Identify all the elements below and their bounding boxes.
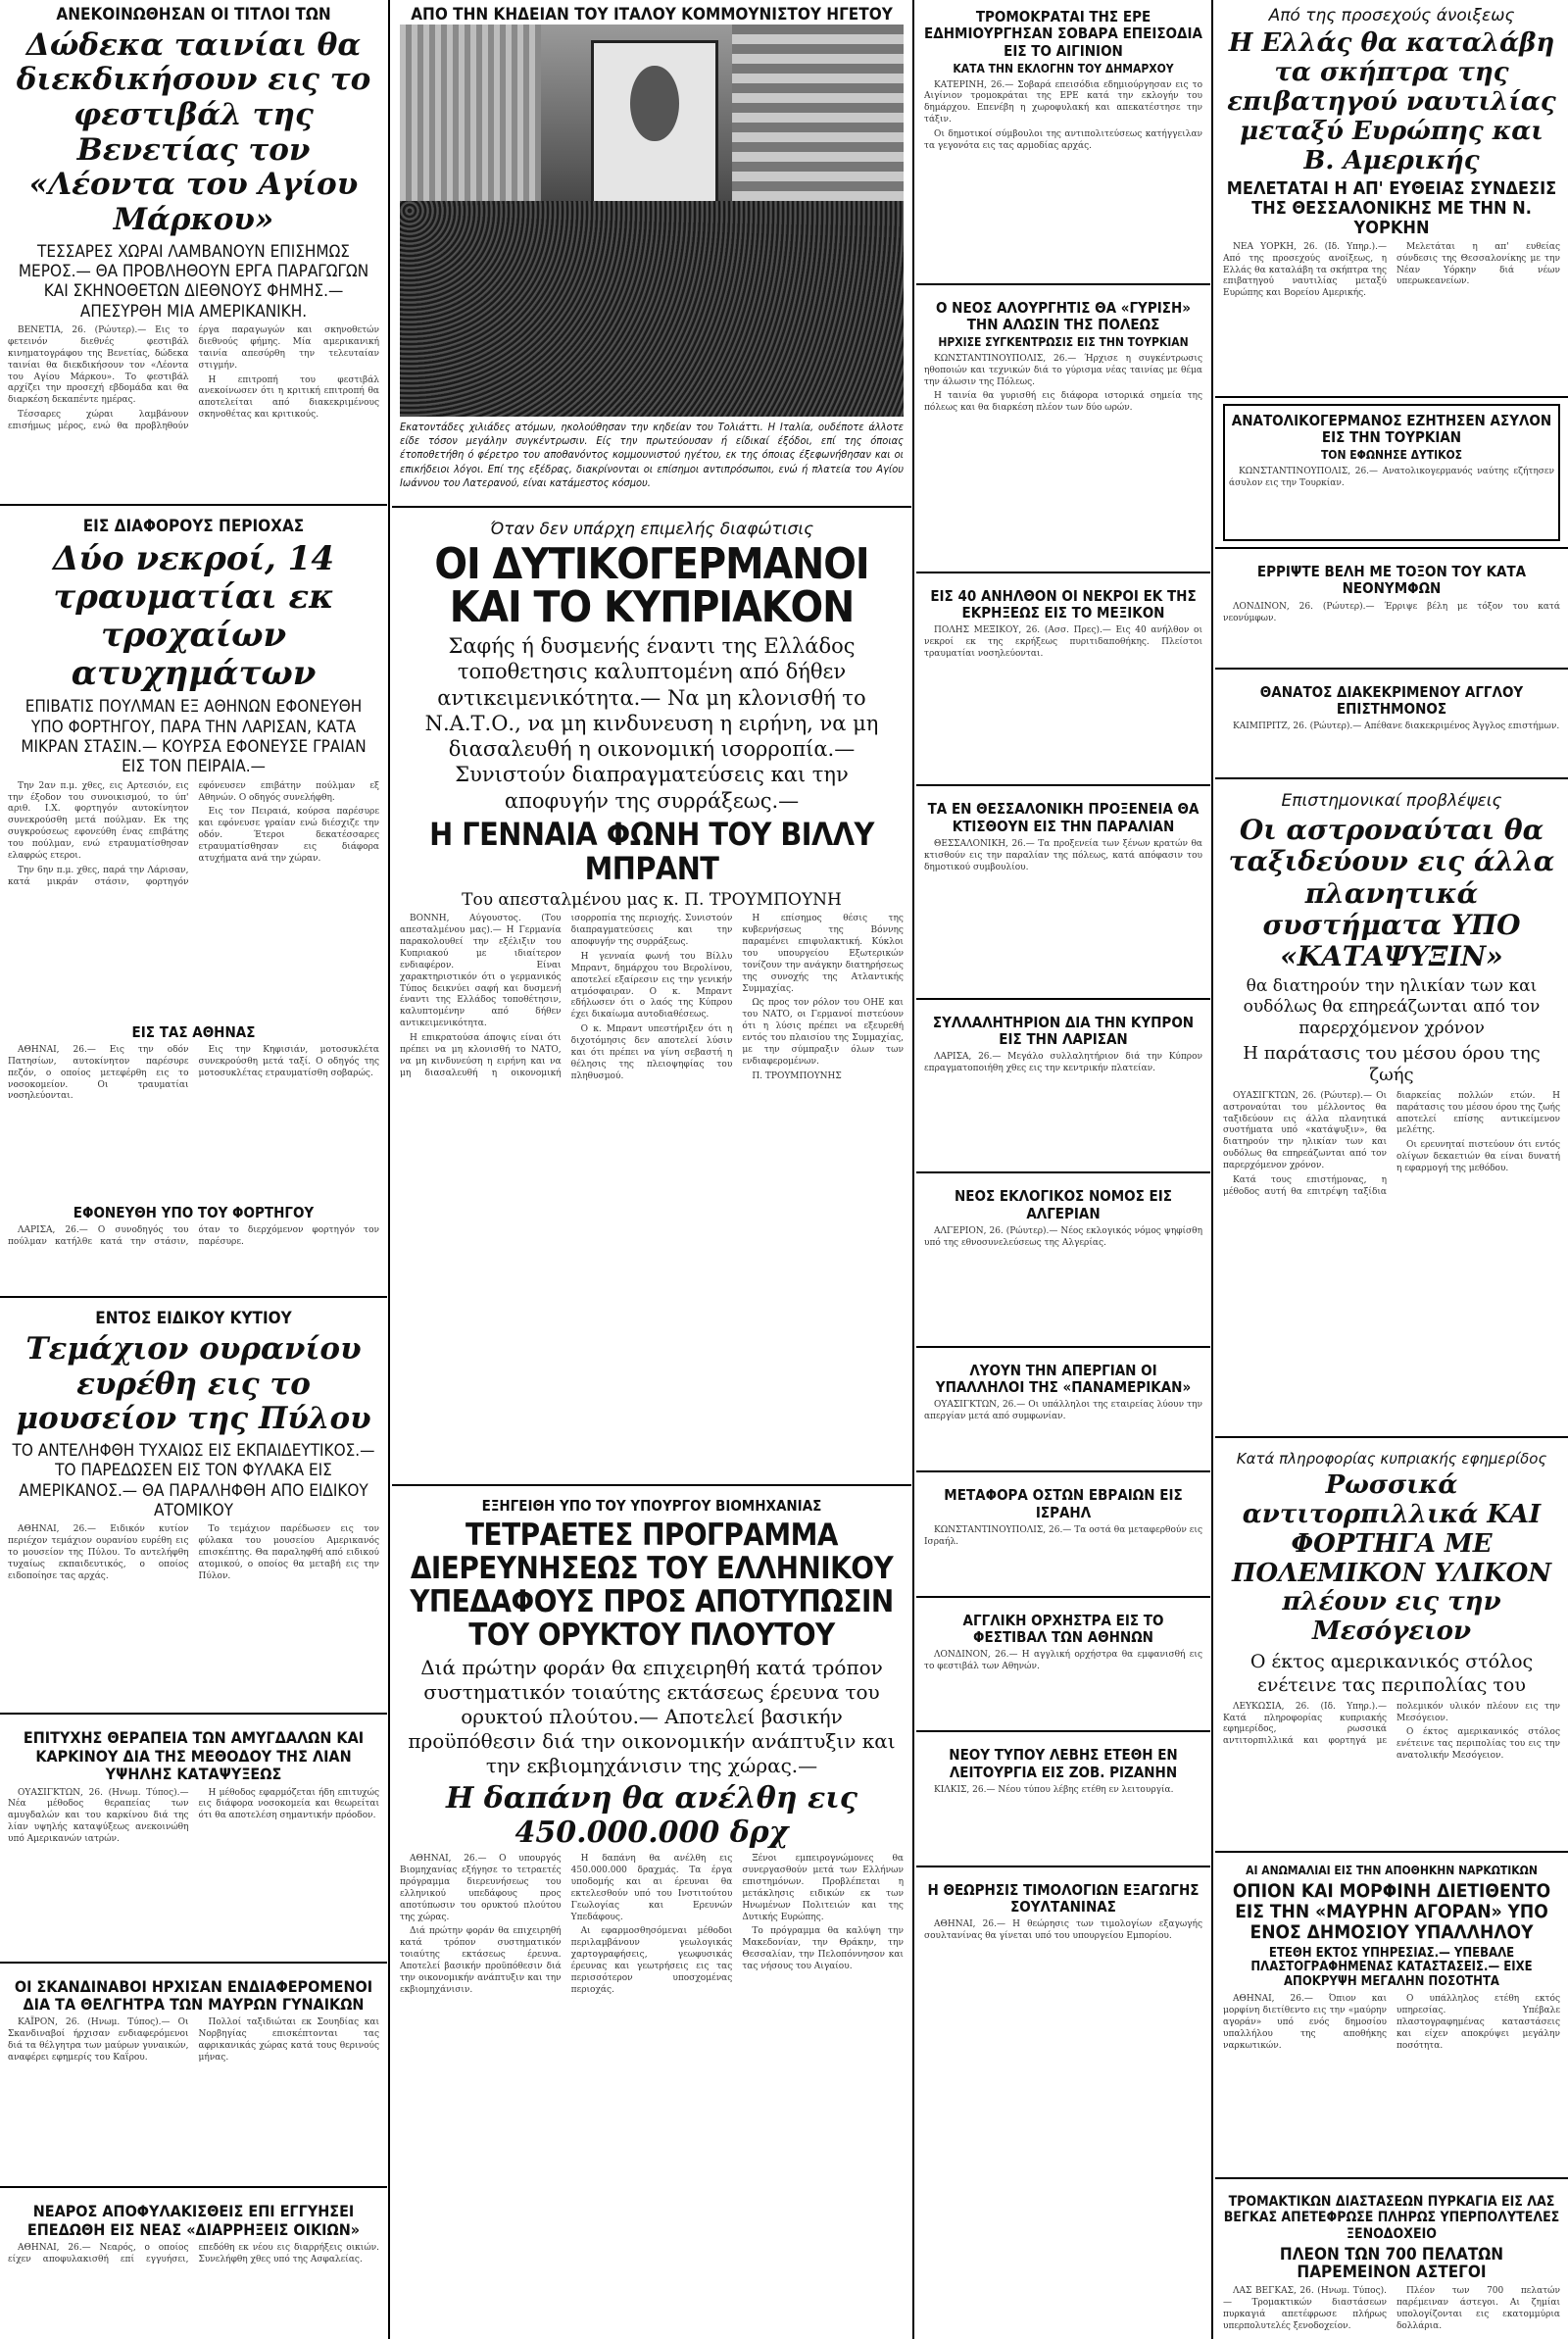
headline: Οι αστροναύται θα ταξιδεύουν εις άλλα πλανητικά συστήματα ΥΠΟ «ΚΑΤΑΨΥΞΙΝ» [1228, 814, 1555, 972]
article-body: ΚΩΝΣΤΑΝΤΙΝΟΥΠΟΛΙΣ, 26.— Ήρχισε η συγκέντρωσις ηθοποιών και τεχνικών διά το γύρισμα νέας ταινίας με θέμα την άλωσιν της Πόλεως. Η ταινία θα γυρισθή εις διάφορα ιστορικά σημεία της πόλεως και θα διαρκέση πλέον των δύο ωρών. [924, 353, 1202, 414]
divider [916, 1596, 1210, 1598]
article-asylum [1223, 404, 1560, 541]
article-russian-ships [1215, 1444, 1568, 1845]
column-2 [392, 0, 911, 2339]
divider [0, 2186, 387, 2188]
deck: Ο έκτος αμερικανικός στόλος ενέτεινε τας περιπολίας του [1250, 1651, 1534, 1696]
headline: ΟΙ ΔΥΤΙΚΟΓΕΡΜΑΝΟΙ ΚΑΙ ΤΟ ΚΥΠΡΙΑΚΟΝ [434, 539, 869, 633]
deck: Σαφής ή δυσμενής έναντι της Ελλάδος τοποθετησις καλυπτομένη από δήθεν αντικειμενικότητα.— Να μη κλονισθή το Ν.Α.Τ.Ο., να μη κινδυνευση η ειρήνη, να μη διασαλευθή η οικονομική ισορροπία.—Συνιστούν διαπραγματεύσεις και την αποφυγήν της συρράξεως.— [424, 634, 879, 813]
divider [916, 572, 1210, 573]
article-body: ΘΕΣΣΑΛΟΝΙΚΗ, 26.— Τα προξενεία των ξένων κρατών θα κτισθούν εις την παραλίαν της πόλεως, κατά απόφασιν του δημοτικού συμβουλίου. [924, 838, 1202, 872]
article-body: ΟΥΑΣΙΓΚΤΩΝ, 26.— Οι υπάλληλοι της εταιρείας λύουν την απεργίαν μετά από συμφωνίαν. [924, 1400, 1202, 1422]
deck: Διά πρώτην φοράν θα επιχειρηθή κατά τρόπον συστηματικόν τοιαύτης εκτάσεως έρευνα του ορυκτού πλούτου.— Αποτελεί βασικήν προϋπόθεσιν διά την οικονομικήν ανάπτυξιν και την εκβιομηχάνισιν της χώρας.— [408, 1656, 896, 1778]
article-body: ΛΑΣ ΒΕΓΚΑΣ, 26. (Ηνωμ. Τύπος).— Τρομακτικών διαστάσεων πυρκαγιά απετέφρωσε πλήρως υπερπολυτελές ξενοδοχείον. Πλέον των 700 πελατών παρέμειναν άστεγοι. Αι ζημίαι υπολογίζονται εις εκατομμύρια δολλάρια. [1223, 2286, 1560, 2331]
article-film-istanbul [916, 291, 1210, 566]
article-uranium-pylos [0, 1304, 387, 1707]
article-body: ΑΘΗΝΑΙ, 26.— Εις την οδόν Πατησίων, αυτοκίνητον παρέσυρε πεζόν, ο οποίος μετεφέρθη εις το νοσοκομείον. Οι τραυματίαι νοσηλεύονται. Εις την Κηφισιάν, μοτοσυκλέτα συνεκρούσθη μετά ταξί. Ο οδηγός της μοτοσυκλέτας ετραυματίσθη σοβαρώς. [8, 1044, 379, 1102]
divider [392, 506, 911, 508]
article-consulates [916, 792, 1210, 992]
deck: ΤΟ ΑΝΤΕΛΗΦΘΗ ΤΥΧΑΙΩΣ ΕΙΣ ΕΚΠΑΙΔΕΥΤΙΚΟΣ.— ΤΟ ΠΑΡΕΔΩΣΕΝ ΕΙΣ ΤΟΝ ΦΥΛΑΚΑ ΕΙΣ ΑΜΕΡΙΚΑΝΟΣ.— ΘΑ ΠΑΡΑΛΗΦΘΗ ΑΠΟ ΕΙΔΙΚΟΥ ΑΤΟΜΙΚΟΥ [12, 1440, 375, 1520]
article-body: Την 2αν π.μ. χθες, εις Αρτεσιόν, εις την έξοδον του συνοικισμού, το ύπ' αριθ. Ι.Χ. φορτηγόν αυτοκίνητον συνεκρούσθη μετά πούλμαν. Εκ της συγκρούσεως εφονεύθη ένας επιβάτης του πούλμαν, ενώ ετραυματίσθησαν ελαφρώς ετεροι. Την 6ην π.μ. χθες, παρά την Λάρισαν, κατά μικράν στάσιν, φορτηγόν εφόνευσεν επιβάτην πούλμαν εξ Αθηνών. Ο οδηγός συνελήφθη. Εις τον Πειραιά, κούρσα παρέσυρε και εφόνευσε γραίαν ενώ διέσχιζε την οδόν. Έτεροι δεκατέσσαρες ετραυματίσθησαν εις διάφορα ατυχήματα ανά την χώραν. [8, 780, 379, 887]
divider [1215, 668, 1568, 670]
divider [1215, 1436, 1568, 1438]
deck: ΤΕΣΣΑΡΕΣ ΧΩΡΑΙ ΛΑΜΒΑΝΟΥΝ ΕΠΙΣΗΜΩΣ ΜΕΡΟΣ.— ΘΑ ΠΡΟΒΛΗΘΟΥΝ ΕΡΓΑ ΠΑΡΑΓΩΓΩΝ ΚΑΙ ΣΚΗΝΟΘΕΤΩΝ ΔΙΕΘΝΟΥΣ ΦΗΜΗΣ.— ΑΠΕΣΥΡΘΗ ΜΙΑ ΑΜΕΡΙΚΑΝΙΚΗ. [18, 241, 369, 322]
kicker: ΕΞΗΓΕΙΘΗ ΥΠΟ ΤΟΥ ΥΠΟΥΡΓΟΥ ΒΙΟΜΗΧΑΝΙΑΣ [481, 1497, 822, 1516]
headline: ΘΑΝΑΤΟΣ ΔΙΑΚΕΚΡΙΜΕΝΟΥ ΑΓΓΛΟΥ ΕΠΙΣΤΗΜΟΝΟΣ [1259, 682, 1524, 718]
article-body: ΛΟΝΔΙΝΟΝ, 26. (Ρώυτερ).— Έρριψε βέλη με τόξον του κατά νεονύμφων. [1223, 601, 1560, 623]
kicker: ΑΠΟ ΤΗΝ ΚΗΔΕΙΑΝ ΤΟΥ ΙΤΑΛΟΥ ΚΟΜΜΟΥΝΙΣΤΟΥ ΗΓΕΤΟΥ [411, 5, 893, 25]
kicker: ΑΝΕΚΟΙΝΩΘΗΣΑΝ ΟΙ ΤΙΤΛΟΙ ΤΩΝ [56, 5, 331, 25]
divider [0, 1713, 387, 1715]
divider [0, 504, 387, 506]
article-scandinavians [0, 1969, 387, 2181]
deck: ΕΤΕΘΗ ΕΚΤΟΣ ΥΠΗΡΕΣΙΑΣ.— ΥΠΕΒΑΛΕ ΠΛΑΣΤΟΓΡΑΦΗΜΕΝΑΣ ΚΑΤΑΣΤΑΣΕΙΣ.— ΕΙΧΕ ΑΠΟΚΡΥΨΗ ΜΕΓΑΛΗΝ ΠΟΣΟΤΗΤΑ [1250, 1945, 1533, 1990]
headline: ΑΓΓΛΙΚΗ ΟΡΧΗΣΤΡΑ ΕΙΣ ΤΟ ΦΕΣΤΙΒΑΛ ΤΩΝ ΑΘΗΝΩΝ [962, 1611, 1164, 1647]
headline: ΟΙ ΣΚΑΝΔΙΝΑΒΟΙ ΗΡΧΙΣΑΝ ΕΝΔΙΑΦΕΡΟΜΕΝΟΙ ΔΙΑ ΤΑ ΘΕΛΓΗΤΡΑ ΤΩΝ ΜΑΥΡΩΝ ΓΥΝΑΙΚΩΝ [14, 1976, 373, 2014]
headline: ΤΡΟΜΑΚΤΙΚΩΝ ΔΙΑΣΤΑΣΕΩΝ ΠΥΡΚΑΓΙΑ ΕΙΣ ΛΑΣ ΒΕΓΚΑΣ ΑΠΕΤΕΦΡΩΣΕ ΠΛΗΡΩΣ ΥΠΕΡΠΟΛΥΤΕΛΕΣ ΞΕΝΟΔΟΧΕΙΟ [1223, 2194, 1560, 2242]
column-rule [388, 0, 390, 2339]
article-traffic-accidents [0, 512, 387, 1290]
article-boiler [916, 1738, 1210, 1860]
article-sultanina [916, 1873, 1210, 2005]
article-shipping [1215, 0, 1568, 390]
article-astronauts [1215, 785, 1568, 1430]
article-freezing-therapy [0, 1720, 387, 1955]
headline: ΛΥΟΥΝ ΤΗΝ ΑΠΕΡΓΙΑΝ ΟΙ ΥΠΑΛΛΗΛΟΙ ΤΗΣ «ΠΑΝΑΜΕΡΙΚΑΝ» [935, 1361, 1192, 1397]
divider [392, 1484, 911, 1486]
headline: ΤΕΤΡΑΕΤΕΣ ΠΡΟΓΡΑΜΜΑ ΔΙΕΡΕΥΝΗΣΕΩΣ ΤΟΥ ΕΛΛΗΝΙΚΟΥ ΥΠΕΔΑΦΟΥΣ ΠΡΟΣ ΑΠΟΤΥΠΩΣΙΝ ΤΟΥ ΟΡΥΚΤΟΥ ΠΛΟΥΤΟΥ [410, 1517, 894, 1654]
headline: Τεμάχιον ουρανίου ευρέθη εις το μουσείον της Πύλου [16, 1330, 371, 1437]
headline: ΕΡΡΙΨΤΕ ΒΕΛΗ ΜΕ ΤΟΞΟΝ ΤΟΥ ΚΑΤΑ ΝΕΟΝΥΜΦΩΝ [1256, 563, 1527, 598]
article-narcotics [1215, 1859, 1568, 2172]
article-panamerican-strike [916, 1354, 1210, 1466]
article-scientist-death [1215, 675, 1568, 772]
divider [916, 283, 1210, 285]
article-body: ΠΟΛΗΣ ΜΕΞΙΚΟΥ, 26. (Ασσ. Πρες).— Εις 40 ανήλθον οι νεκροί εκ της εκρήξεως πυριτιδαποθήκης. Πλείστοι τραυματίαι νοσηλεύονται. [924, 625, 1202, 660]
headline: ΝΕΑΡΟΣ ΑΠΟΦΥΛΑΚΙΣΘΕΙΣ ΕΠΙ ΕΓΓΥΗΣΕΙ ΕΠΕΔΩΘΗ ΕΙΣ ΝΕΑΣ «ΔΙΑΡΡΗΞΕΙΣ ΟΙΚΙΩΝ» [26, 2202, 361, 2239]
article-body: ΑΘΗΝΑΙ, 26.— Νεαρός, ο οποίος είχεν αποφυλακισθή επί εγγυήσει, επεδόθη εκ νέου εις διαρρήξεις οικιών. Συνελήφθη χθες υπό της Ασφαλείας. [8, 2243, 379, 2264]
headline: Η Ελλάς θα καταλάβη τα σκήπτρα της επιβατηγού ναυτιλίας μεταξύ Ευρώπης και Β. Αμερικής [1227, 28, 1556, 175]
article-body: ΚΑΪΡΟΝ, 26. (Ηνωμ. Τύπος).— Οι Σκανδιναβοί ήρχισαν ενδιαφερόμενοι διά τα θέλγητρα των μαύρων γυναικών, αναφέρει εφημερίς του Καΐρου. Πολλοί ταξιδιώται εκ Σουηδίας και Νορβηγίας επισκέπτονται τας αφρικανικάς χώρας κατά τους θερινούς μήνας. [8, 2017, 379, 2063]
divider [916, 1171, 1210, 1173]
divider [1215, 2177, 1568, 2179]
subhead: ΗΡΧΙΣΕ ΣΥΓΚΕΝΤΡΩΣΙΣ ΕΙΣ ΤΗΝ ΤΟΥΡΚΙΑΝ [938, 335, 1189, 350]
column-3 [916, 0, 1210, 2339]
headline: ΣΥΛΛΑΛΗΤΗΡΙΟΝ ΔΙΑ ΤΗΝ ΚΥΠΡΟΝ ΕΙΣ ΤΗΝ ΛΑΡΙΣΑΝ [932, 1013, 1195, 1049]
article-mexico-explosion [916, 579, 1210, 779]
article-venice-festival [0, 0, 387, 498]
column-rule [912, 0, 914, 2339]
article-body: ΚΑΤΕΡΙΝΗ, 26.— Σοβαρά επεισόδια εδημιούργησαν εις το Αιγίνιον τρομοκράται της ΕΡΕ κατά την εκλογήν του δημάρχου. Επενέβη η χωροφυλακή και απεκατέστησε την τάξιν. Οι δημοτικοί σύμβουλοι της αντιπολιτεύσεως κατήγγειλαν τα γεγονότα εις τας αρμοδίας αρχάς. [924, 79, 1202, 151]
article-algeria-law [916, 1179, 1210, 1340]
article-body: ΑΛΓΕΡΙΟΝ, 26. (Ρώυτερ).— Νέος εκλογικός νόμος ψηφίσθη υπό της εθνοσυνελεύσεως της Αλγερίας. [924, 1225, 1202, 1248]
headline: ΑΝΑΤΟΛΙΚΟΓΕΡΜΑΝΟΣ ΕΖΗΤΗΣΕΝ ΑΣΥΛΟΝ ΕΙΣ ΤΗΝ ΤΟΥΡΚΙΑΝ [1231, 411, 1552, 447]
divider [1215, 777, 1568, 779]
headline: ΝΕΟΣ ΕΚΛΟΓΙΚΟΣ ΝΟΜΟΣ ΕΙΣ ΑΛΓΕΡΙΑΝ [955, 1187, 1172, 1222]
deck: ΜΕΛΕΤΑΤΑΙ Η ΑΠ' ΕΥΘΕΙΑΣ ΣΥΝΔΕΣΙΣ ΤΗΣ ΘΕΣΣΑΛΟΝΙΚΗΣ ΜΕ ΤΗΝ Ν. ΥΟΡΚΗΝ [1226, 178, 1557, 239]
article-las-vegas-fire [1215, 2185, 1568, 2339]
article-body: ΑΘΗΝΑΙ, 26.— Η θεώρησις των τιμολογίων εξαγωγής σουλτανίνας θα γίνεται υπό του υπουργείου Εμπορίου. [924, 1919, 1202, 1942]
subhead: ΤΟΝ ΕΦΩΝΗΣΕ ΔΥΤΙΚΟΣ [1320, 448, 1463, 463]
kicker: Από της προσεχούς άνοιξεως [1268, 6, 1515, 25]
article-togliatti-funeral [392, 0, 911, 500]
divider [0, 1962, 387, 1964]
divider [916, 784, 1210, 786]
divider [916, 1730, 1210, 1732]
kicker: ΕΝΤΟΣ ΕΙΔΙΚΟΥ ΚΥΤΙΟΥ [95, 1309, 292, 1329]
divider [1215, 1851, 1568, 1853]
headline: ΤΑ ΕΝ ΘΕΣΣΑΛΟΝΙΚΗ ΠΡΟΞΕΝΕΙΑ ΘΑ ΚΤΙΣΘΟΥΝ ΕΙΣ ΤΗΝ ΠΑΡΑΛΙΑΝ [927, 800, 1200, 835]
kicker: ΑΙ ΑΝΩΜΑΛΙΑΙ ΕΙΣ ΤΗΝ ΑΠΟΘΗΚΗΝ ΝΑΡΚΩΤΙΚΩΝ [1246, 1863, 1538, 1877]
article-body: ΑΘΗΝΑΙ, 26.— Όπιον και μορφίνη διετίθεντο εις την «μαύρην αγοράν» υπό ενός δημοσίου υπαλλήλου της αποθήκης ναρκωτικών. Ο υπάλληλος ετέθη εκτός υπηρεσίας. Υπέβαλε πλαστογραφημένας καταστάσεις και είχεν αποκρύψει μεγάλην ποσότητα. [1223, 1994, 1560, 2051]
headline: Δύο νεκροί, 14 τραυματίαι εκ τροχαίων ατυχημάτων [53, 538, 334, 694]
article-body: ΛΑΡΙΣΑ, 26.— Μεγάλο συλλαλητήριον διά την Κύπρον επραγματοποιήθη χθες εις την κεντρικήν πλατείαν. [924, 1052, 1202, 1074]
article-aiginion [916, 0, 1210, 277]
divider [916, 998, 1210, 1000]
article-orchestra [916, 1604, 1210, 1725]
subhead: ΚΑΤΑ ΤΗΝ ΕΚΛΟΓΗΝ ΤΟΥ ΔΗΜΑΡΧΟΥ [953, 61, 1174, 75]
kicker: Κατά πληροφορίας κυπριακής εφημερίδος [1236, 1449, 1547, 1468]
divider [916, 1866, 1210, 1867]
photo-crowd [400, 201, 904, 417]
article-body: ΑΘΗΝΑΙ, 26.— Ο υπουργός Βιομηχανίας εξήγησε το τετραετές πρόγραμμα διερευνήσεως του ελληνικού υπεδάφους προς αποτύπωσιν του ορυκτού πλούτου της χώρας. Διά πρώτην φοράν θα επιχειρηθή κατά τρόπον συστηματικόν τοιαύτης εκτάσεως έρευνα. Αποτελεί βασικήν προϋπόθεσιν διά την οικονομικήν ανάπτυξιν και την εκβιομηχάνισιν. Η δαπάνη θα ανέλθη εις 450.000.000 δραχμάς. Τα έργα υποδομής και αι έρευναι θα εκτελεσθούν υπό του Ινστιτούτου Γεωλογίας και Ερευνών Υπεδάφους. Αι εφαρμοσθησόμεναι μέθοδοι περιλαμβάνουν γεωλογικάς χαρτογραφήσεις, γεωφυσικάς έρευνας και γεωτρήσεις εις τας περισσότερον υποσχομένας περιοχάς. Ξένοι εμπειρογνώμονες θα συνεργασθούν μετά των Ελλήνων επιστημόνων. Προβλέπεται η μετάκλησις ειδικών εκ των Ηνωμένων Πολιτειών και της Δυτικής Ευρώπης. Το πρόγραμμα θα καλύψη την Μακεδονίαν, την Θράκην, την Θεσσαλίαν, την Πελοπόννησον και τας νήσους του Αιγαίου. [400, 1854, 904, 1995]
kicker: Όταν δεν υπάρχη επιμελής διαφώτισις [489, 520, 814, 540]
article-arrows [1215, 555, 1568, 662]
article-body: ΛΕΥΚΩΣΙΑ, 26. (Ιδ. Υπηρ.).— Κατά πληροφορίας κυπριακής εφημερίδος, ρωσσικά αντιτορπιλλικά και φορτηγά με πολεμικόν υλικόν πλέουν εις την Μεσόγειον. Ο έκτος αμερικανικός στόλος ενέτεινε τας περιπολίας του εις την ανατολικήν Μεσόγειον. [1223, 1701, 1560, 1762]
kicker: ΕΙΣ ΔΙΑΦΟΡΟΥΣ ΠΕΡΙΟΧΑΣ [82, 517, 305, 537]
article-body: ΚΙΛΚΙΣ, 26.— Νέου τύπου λέβης ετέθη εν λειτουργία. [934, 1784, 1174, 1795]
headline: ΕΙΣ 40 ΑΝΗΛΘΟΝ ΟΙ ΝΕΚΡΟΙ ΕΚ ΤΗΣ ΕΚΡΗΞΕΩΣ ΕΙΣ ΤΟ ΜΕΞΙΚΟΝ [930, 586, 1197, 622]
subhead: Η ΓΕΝΝΑΙΑ ΦΩΝΗ ΤΟΥ ΒΙΛΛΥ ΜΠΡΑΝΤ [429, 815, 874, 888]
divider [1215, 547, 1568, 549]
headline: Δώδεκα ταινίαι θα διεκδικήσουν εις το φεστιβάλ της Βενετίας τον «Λέοντα του Αγίου Μάρκου» [16, 26, 371, 237]
article-body: ΑΘΗΝΑΙ, 26.— Ειδικόν κυτίον περιέχον τεμάχιον ουρανίου ευρέθη εις το μουσείον της Πύλου. Το αντελήφθη τυχαίως εκπαιδευτικός, ο οποίος ειδοποίησε τας αρχάς. Το τεμάχιον παρέδωσεν εις τον φύλακα του μουσείου Αμερικανός επισκέπτης. Θα παραληφθή από ειδικού ατομικού, ο οποίος θα μεταβή εις την Πύλον. [8, 1524, 379, 1581]
article-mineral-survey [392, 1492, 911, 2339]
article-body: ΟΥΑΣΙΓΚΤΩΝ, 26. (Ηνωμ. Τύπος).— Νέα μέθοδος θεραπείας των αμυγδαλών και του καρκίνου διά της λίαν υψηλής καταψύξεως ανεκοινώθη υπό Αμερικανών ιατρών. Η μέθοδος εφαρμόζεται ήδη επιτυχώς εις διάφορα νοσοκομεία και θεωρείται ότι θα αποτελέση σημαντικήν πρόοδον. [8, 1787, 379, 1845]
byline: Του απεσταλμένου μας κ. Π. ΤΡΟΥΜΠΟΥΝΗ [462, 890, 842, 911]
deck: ΕΠΙΒΑΤΙΣ ΠΟΥΛΜΑΝ ΕΞ ΑΘΗΝΩΝ ΕΦΟΝΕΥΘΗ ΥΠΟ ΦΟΡΤΗΓΟΥ, ΠΑΡΑ ΤΗΝ ΛΑΡΙΣΑΝ, ΚΑΤΑ ΜΙΚΡΑΝ ΣΤΑΣΙΝ.— ΚΟΥΡΣΑ ΕΦΟΝΕΥΣΕ ΓΡΑΙΑΝ ΕΙΣ ΤΟΝ ΠΕΙΡΑΙΑ.— [21, 697, 367, 777]
funeral-photo [400, 25, 904, 417]
article-bones-israel [916, 1478, 1210, 1590]
headline: ΝΕΟΥ ΤΥΠΟΥ ΛΕΒΗΣ ΕΤΕΘΗ ΕΝ ΛΕΙΤΟΥΡΓΙΑ ΕΙΣ ΖΟΒ. ΡΙΖΑΝΗΝ [949, 1746, 1178, 1781]
article-body: ΚΩΝΣΤΑΝΤΙΝΟΥΠΟΛΙΣ, 26.— Τα οστά θα μεταφερθούν εις Ισραήλ. [924, 1524, 1202, 1547]
kicker: Επιστημονικαί προβλέψεις [1281, 791, 1502, 812]
headline: Ρωσσικά αντιτορπιλλικά ΚΑΙ ΦΟΡΤΗΓΑ ΜΕ ΠΟΛΕΜΙΚΟΝ ΥΛΙΚΟΝ πλέουν εις την Μεσόγειον [1231, 1469, 1552, 1647]
headline: Ο ΝΕΟΣ ΑΛΟΥΡΓΗΤΙΣ ΘΑ «ΓΥΡΙΣΗ» ΤΗΝ ΑΛΩΣΙΝ ΤΗΣ ΠΟΛΕΩΣ [936, 298, 1191, 333]
divider [1215, 396, 1568, 398]
article-body: ΒΕΝΕΤΙΑ, 26. (Ρώυτερ).— Εις το φετεινόν διεθνές φεστιβάλ κινηματογράφου της Βενετίας, δώδεκα ταινίαι θα διεκδικήσουν τον «Λέοντα του Αγίου Μάρκου». Το φεστιβάλ αρχίζει την προσεχή εβδομάδα και θα διαρκέση δεκαπέντε ημέρας. Τέσσαρες χώραι λαμβάνουν επισήμως μέρος, ενώ θα προβληθούν έργα παραγωγών και σκηνοθετών διεθνούς φήμης. Μία αμερικανική ταινία απεσύρθη την τελευταίαν στιγμήν. Η επιτροπή του φεστιβάλ ανεκοίνωσεν ότι η κριτική επιτροπή θα αποτελείται από διακεκριμένους σκηνοθέτας και κριτικούς. [8, 325, 379, 432]
article-body: ΟΥΑΣΙΓΚΤΩΝ, 26. (Ρώυτερ).— Οι αστροναύται του μέλλοντος θα ταξιδεύουν εις άλλα πλανητικά συστήματα υπό «κατάψυξιν», θα διατηρούν την ηλικίαν των και ουδόλως θα επηρεάζωνται από τον παρερχόμενον χρόνον. Κατά τους επιστήμονας, η μέθοδος αυτή θα επιτρέψη ταξίδια διαρκείας πολλών ετών. Η παράτασις του μέσου όρου της ζωής αποτελεί επίσης αντικείμενον μελέτης. Οι ερευνηταί πιστεύουν ότι εντός ολίγων δεκαετιών θα είναι δυνατή η εφαρμογή της μεθόδου. [1223, 1090, 1560, 1197]
article-body: ΛΟΝΔΙΝΟΝ, 26.— Η αγγλική ορχήστρα θα εμφανισθή εις το φεστιβάλ των Αθηνών. [924, 1650, 1202, 1672]
article-body: ΒΟΝΝΗ, Αύγουστος. (Του απεσταλμένου μας).— Η Γερμανία παρακολουθεί την εξέλιξιν του Κυπριακού με ιδιαίτερον ενδιαφέρον. Είναι χαρακτηριστικόν ότι ο γερμανικός Τύπος δεικνύει σαφή και δυσμενή έναντι της Ελλάδος τοποθέτησιν, καλυπτομένην από δήθεν αντικειμενικότητα. Η επικρατούσα άποψις είναι ότι πρέπει να μη κλονισθή το ΝΑΤΟ, να μη κινδυνεύση η ειρήνη και να μη διασαλευθή η οικονομική ισορροπία της περιοχής. Συνιστούν διαπραγματεύσεις και την αποφυγήν της συρράξεως. Η γενναία φωνή του Βίλλυ Μπραντ, δημάρχου του Βερολίνου, αποτελεί εξαίρεσιν εις την γενικήν ατμόσφαιραν. Ο κ. Μπραντ εδήλωσεν ότι ο λαός της Κύπρου έχει δικαίωμα αυτοδιαθέσεως. Ο κ. Μπραντ υπεστήριξεν ότι η διχοτόμησις δεν αποτελεί λύσιν και ότι πρέπει να γίνη σεβαστή η θέλησις της πλειοψηφίας του πληθυσμού. Η επίσημος θέσις της κυβερνήσεως της Βόννης παραμένει επιφυλακτική. Κύκλοι του υπουργείου Εξωτερικών τονίζουν την ανάγκην διατηρήσεως της συνοχής της Ατλαντικής Συμμαχίας. Ως προς τον ρόλον του ΟΗΕ και του ΝΑΤΟ, οι Γερμανοί πιστεύουν ότι η λύσις πρέπει να εξευρεθή εντός του πλαισίου της Συμμαχίας, με την σύμπραξιν όλων των ενδιαφερομένων. Π. ΤΡΟΥΜΠΟΥΝΗΣ [400, 914, 904, 1081]
divider [0, 1296, 387, 1298]
column-rule [1211, 0, 1213, 2339]
headline: ΤΡΟΜΟΚΡΑΤΑΙ ΤΗΣ ΕΡΕ ΕΔΗΜΙΟΥΡΓΗΣΑΝ ΣΟΒΑΡΑ ΕΠΕΙΣΟΔΙΑ ΕΙΣ ΤΟ ΑΙΓΙΝΙΟΝ [924, 8, 1202, 60]
headline: ΜΕΤΑΦΟΡΑ ΟΣΤΩΝ ΕΒΡΑΙΩΝ ΕΙΣ ΙΣΡΑΗΛ [944, 1486, 1183, 1521]
article-body: ΝΕΑ ΥΟΡΚΗ, 26. (Ιδ. Υπηρ.).— Από της προσεχούς ανοίξεως, η Ελλάς θα καταλάβη τα σκήπτρα της επιβατηγού ναυτιλίας μεταξύ Ευρώπης και Βορείου Αμερικής. Μελετάται η απ' ευθείας σύνδεσις της Θεσσαλονίκης με την Νέαν Υόρκην διά νέων υπερωκεανείων. [1223, 241, 1560, 299]
article-larissa-rally [916, 1006, 1210, 1167]
article-west-germans-cyprus [392, 514, 911, 1478]
column-1 [0, 0, 387, 2339]
divider [916, 1470, 1210, 1472]
headline: Η ΘΕΩΡΗΣΙΣ ΤΙΜΟΛΟΓΙΩΝ ΕΞΑΓΩΓΗΣ ΣΟΥΛΤΑΝΙΝΑΣ [927, 1880, 1200, 1916]
subhead: Η δαπάνη θα ανέλθη εις 450.000.000 δρχ [446, 1781, 858, 1850]
photo-caption: Εκατοντάδες χιλιάδες ατόμων, ηκολούθησαν την κηδείαν του Τολιάττι. Η Ιταλία, ουδέποτε άλλοτε είδε τόσον μεγάλην συγκέντρωσιν. Είς την πρωτεύουσαν ή είδικαί έξόδοι, επί της όποιας έτοποθετήθη ό φέρετρο του αποθανόντος κομμουνιστού ηγέτου, εκ της όποιας έξεφωνήθησαν και οι επικήδειοι λόγοι. Επί της εξέδρας, διακρίνονται οι επίσημοι αντιπρόσωποι, ενώ ή πλατεία του Αγίου Ιωάννου του Λατερανού, είναι κατάμεστος κόσμου. [400, 420, 904, 489]
deck: ΠΛΕΟΝ ΤΩΝ 700 ΠΕΛΑΤΩΝ ΠΑΡΕΜΕΙΝΟΝ ΑΣΤΕΓΟΙ [1279, 2244, 1504, 2283]
article-body: ΚΑΙΜΠΡΙΤΖ, 26. (Ρώυτερ).— Απέθανε διακεκριμένος Άγγλος επιστήμων. [1233, 722, 1560, 732]
headline: ΟΠΙΟΝ ΚΑΙ ΜΟΡΦΙΝΗ ΔΙΕΤΙΘΕΝΤΟ ΕΙΣ ΤΗΝ «ΜΑΥΡΗΝ ΑΓΟΡΑΝ» ΥΠΟ ΕΝΟΣ ΔΗΜΟΣΙΟΥ ΥΠΑΛΛΗΛΟΥ [1232, 1879, 1551, 1943]
article-body: ΛΑΡΙΣΑ, 26.— Ο συνοδηγός του πούλμαν κατήλθε κατά την στάσιν, όταν το διερχόμενον φορτηγόν τον παρέσυρε. [8, 1225, 379, 1248]
deck: θα διατηρούν την ηλικίαν των και ουδόλως θα επηρεάζωνται από τον παρερχόμενον χρόνον [1243, 976, 1541, 1038]
headline: ΕΠΙΤΥΧΗΣ ΘΕΡΑΠΕΙΑ ΤΩΝ ΑΜΥΓΔΑΛΩΝ ΚΑΙ ΚΑΡΚΙΝΟΥ ΔΙΑ ΤΗΣ ΜΕΘΟΔΟΥ ΤΗΣ ΛΙΑΝ ΥΨΗΛΗΣ ΚΑΤΑΨΥΞΕΩΣ [23, 1728, 365, 1784]
divider [916, 1346, 1210, 1348]
article-body: ΚΩΝΣΤΑΝΤΙΝΟΥΠΟΛΙΣ, 26.— Ανατολικογερμανός ναύτης εζήτησεν άσυλον εις την Τουρκίαν. [1229, 467, 1554, 489]
column-4 [1215, 0, 1568, 2339]
subhead: ΕΙΣ ΤΑΣ ΑΘΗΝΑΣ [131, 1022, 256, 1041]
subhead: Η παράτασις του μέσου όρου της ζωής [1243, 1042, 1541, 1086]
article-burglary [0, 2194, 387, 2339]
subhead: ΕΦΟΝΕΥΘΗ ΥΠΟ ΤΟΥ ΦΟΡΤΗΓΟΥ [73, 1203, 315, 1221]
